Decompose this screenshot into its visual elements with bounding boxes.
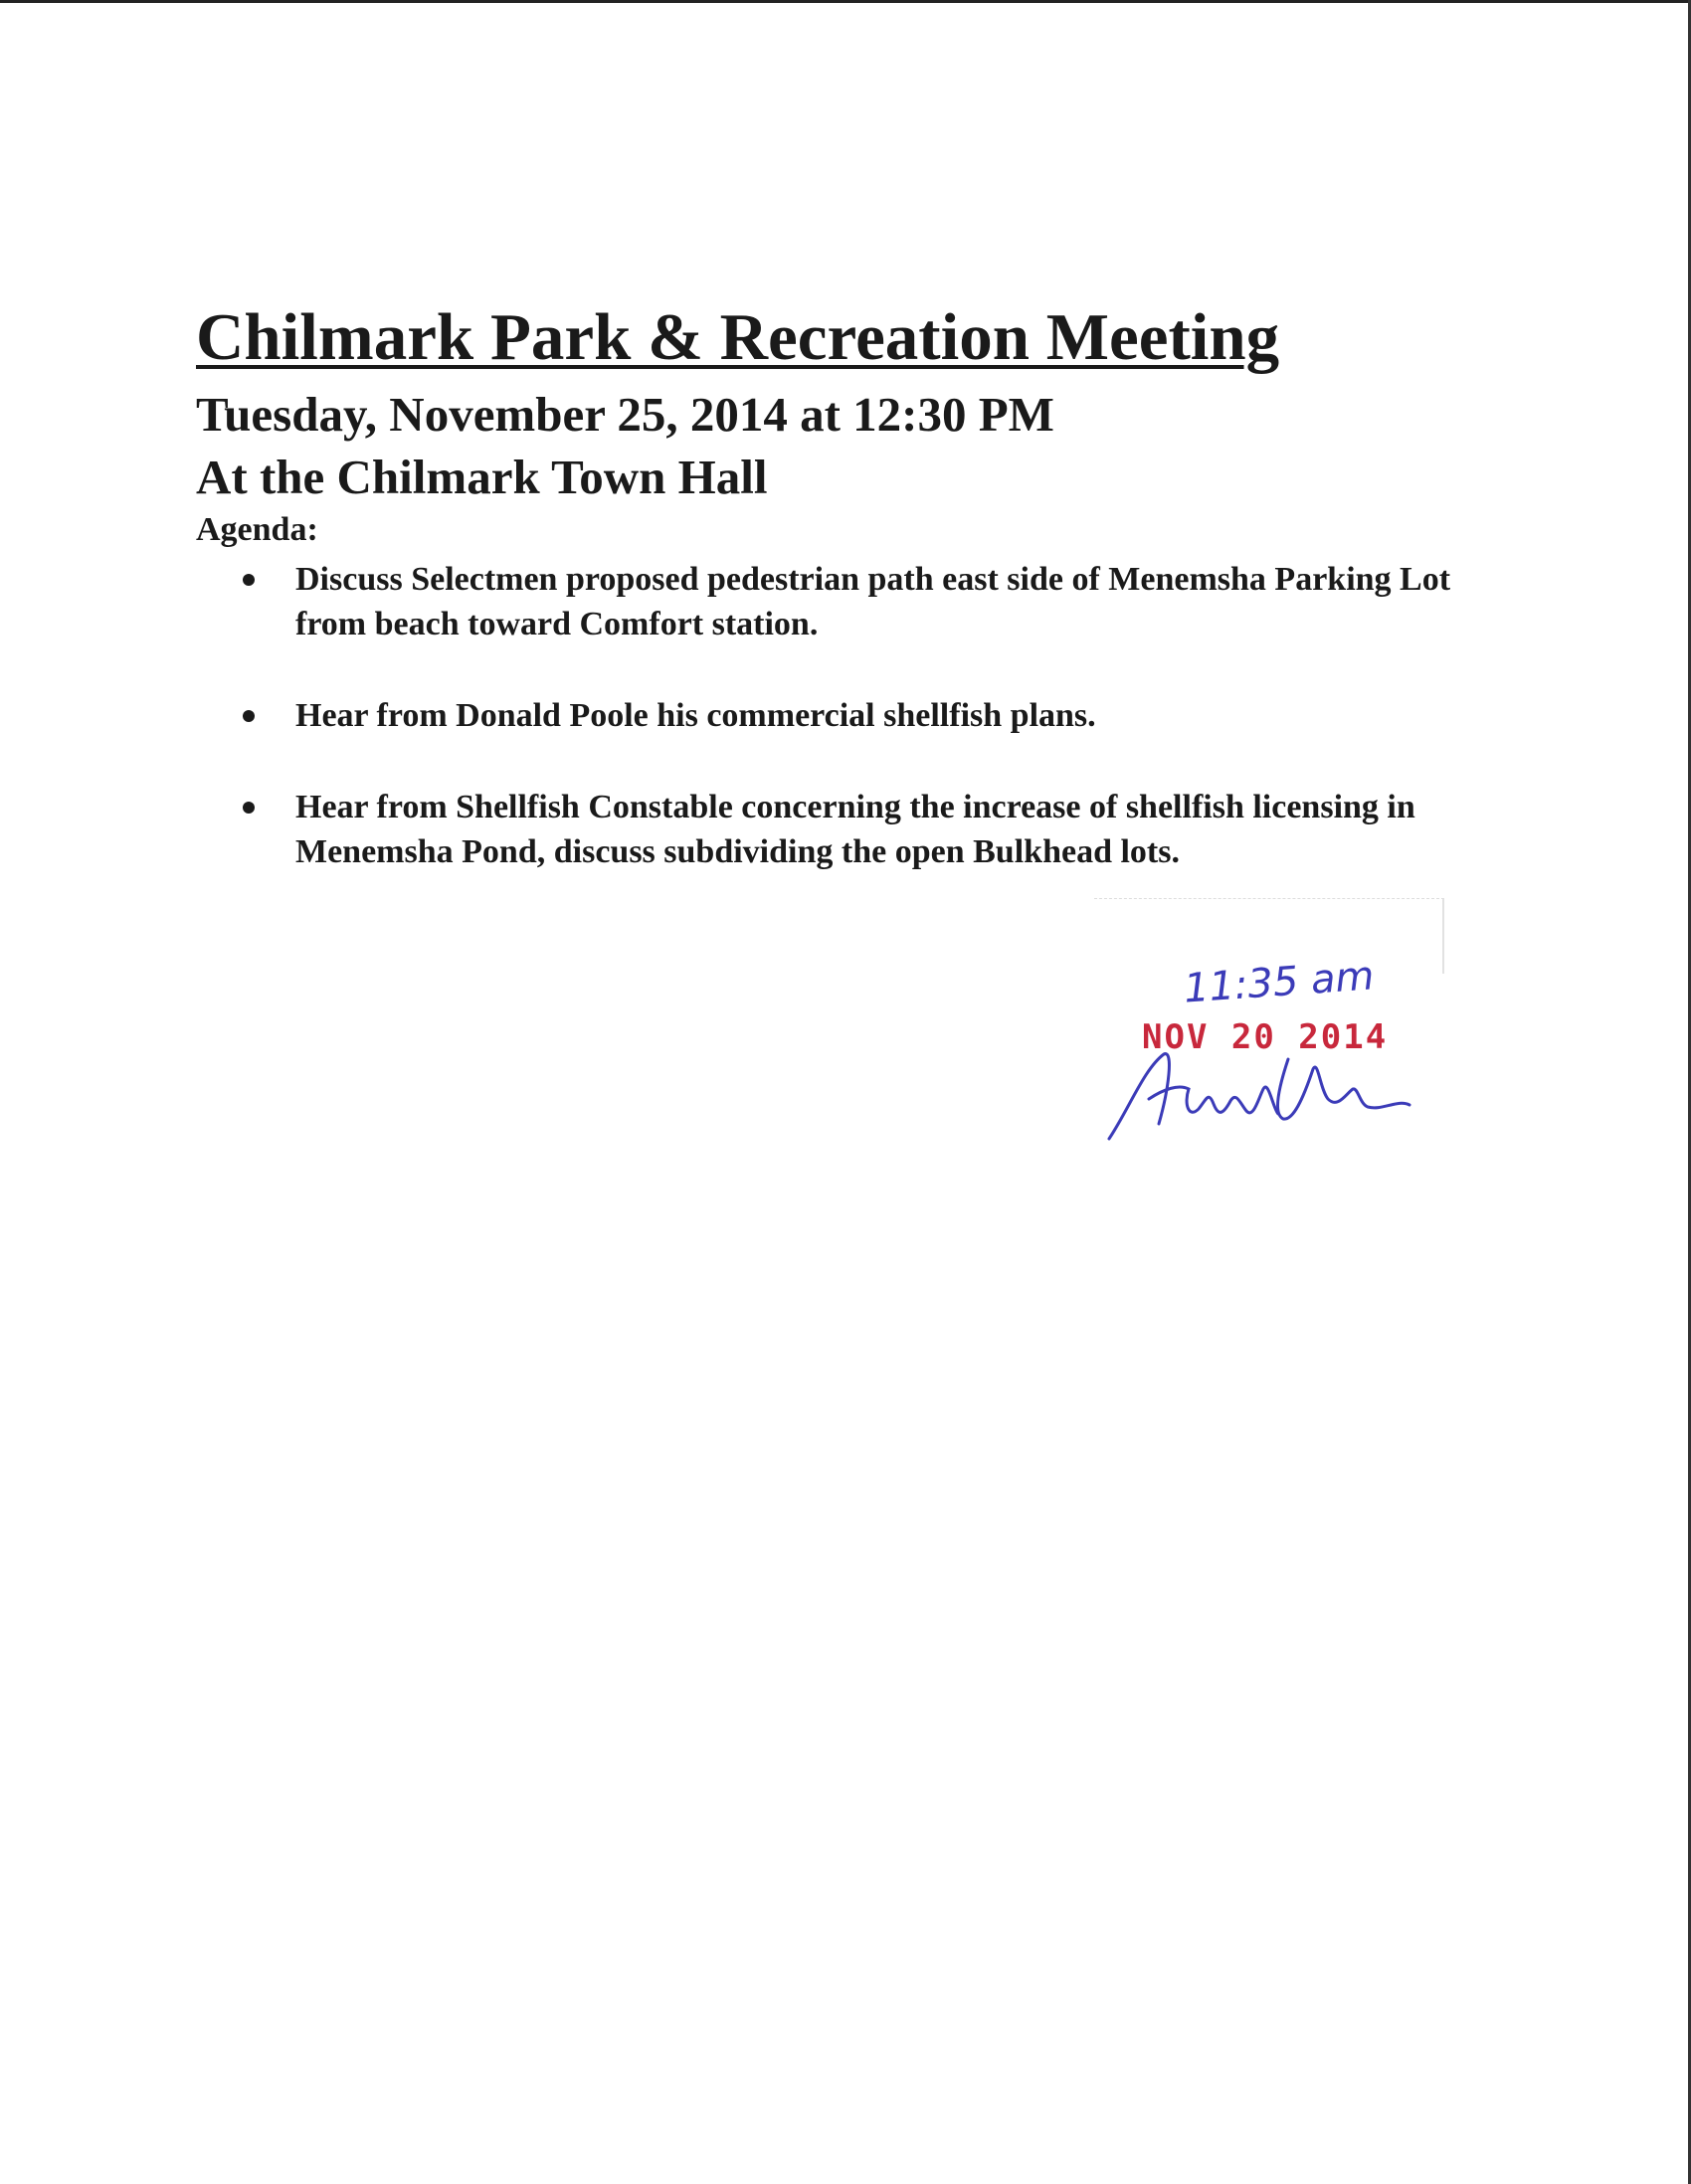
agenda-item	[239, 557, 1472, 646]
meeting-date: Tuesday, November 25, 2014 at 12:30 PM	[196, 387, 1054, 442]
bullet-icon	[243, 710, 255, 722]
agenda-item-text: Hear from Shellfish Constable concerning the increase of shellfish licensing in Menemsha Pond, discuss subdividing the open Bulkhead lots.	[295, 789, 1415, 870]
agenda-label: Agenda:	[196, 511, 318, 548]
agenda-list	[239, 557, 1472, 921]
agenda-item	[239, 693, 1472, 738]
meeting-location: At the Chilmark Town Hall	[196, 450, 768, 504]
page-top-edge	[0, 0, 1691, 3]
stamp-date: NOV 20 2014	[1142, 1017, 1389, 1057]
stamp-time: 11:35 am	[1182, 953, 1376, 1012]
received-stamp	[1074, 890, 1472, 1179]
agenda-item	[239, 785, 1472, 874]
document-title: Chilmark Park & Recreation Meeting	[196, 300, 1280, 374]
bullet-icon	[243, 574, 255, 586]
handwritten-signature	[1089, 1029, 1417, 1149]
agenda-item-text: Discuss Selectmen proposed pedestrian path east side of Menemsha Parking Lot from beach toward Comfort station.	[295, 561, 1451, 642]
agenda-item-text: Hear from Donald Poole his commercial shellfish plans.	[295, 697, 1096, 734]
bullet-icon	[243, 802, 255, 814]
